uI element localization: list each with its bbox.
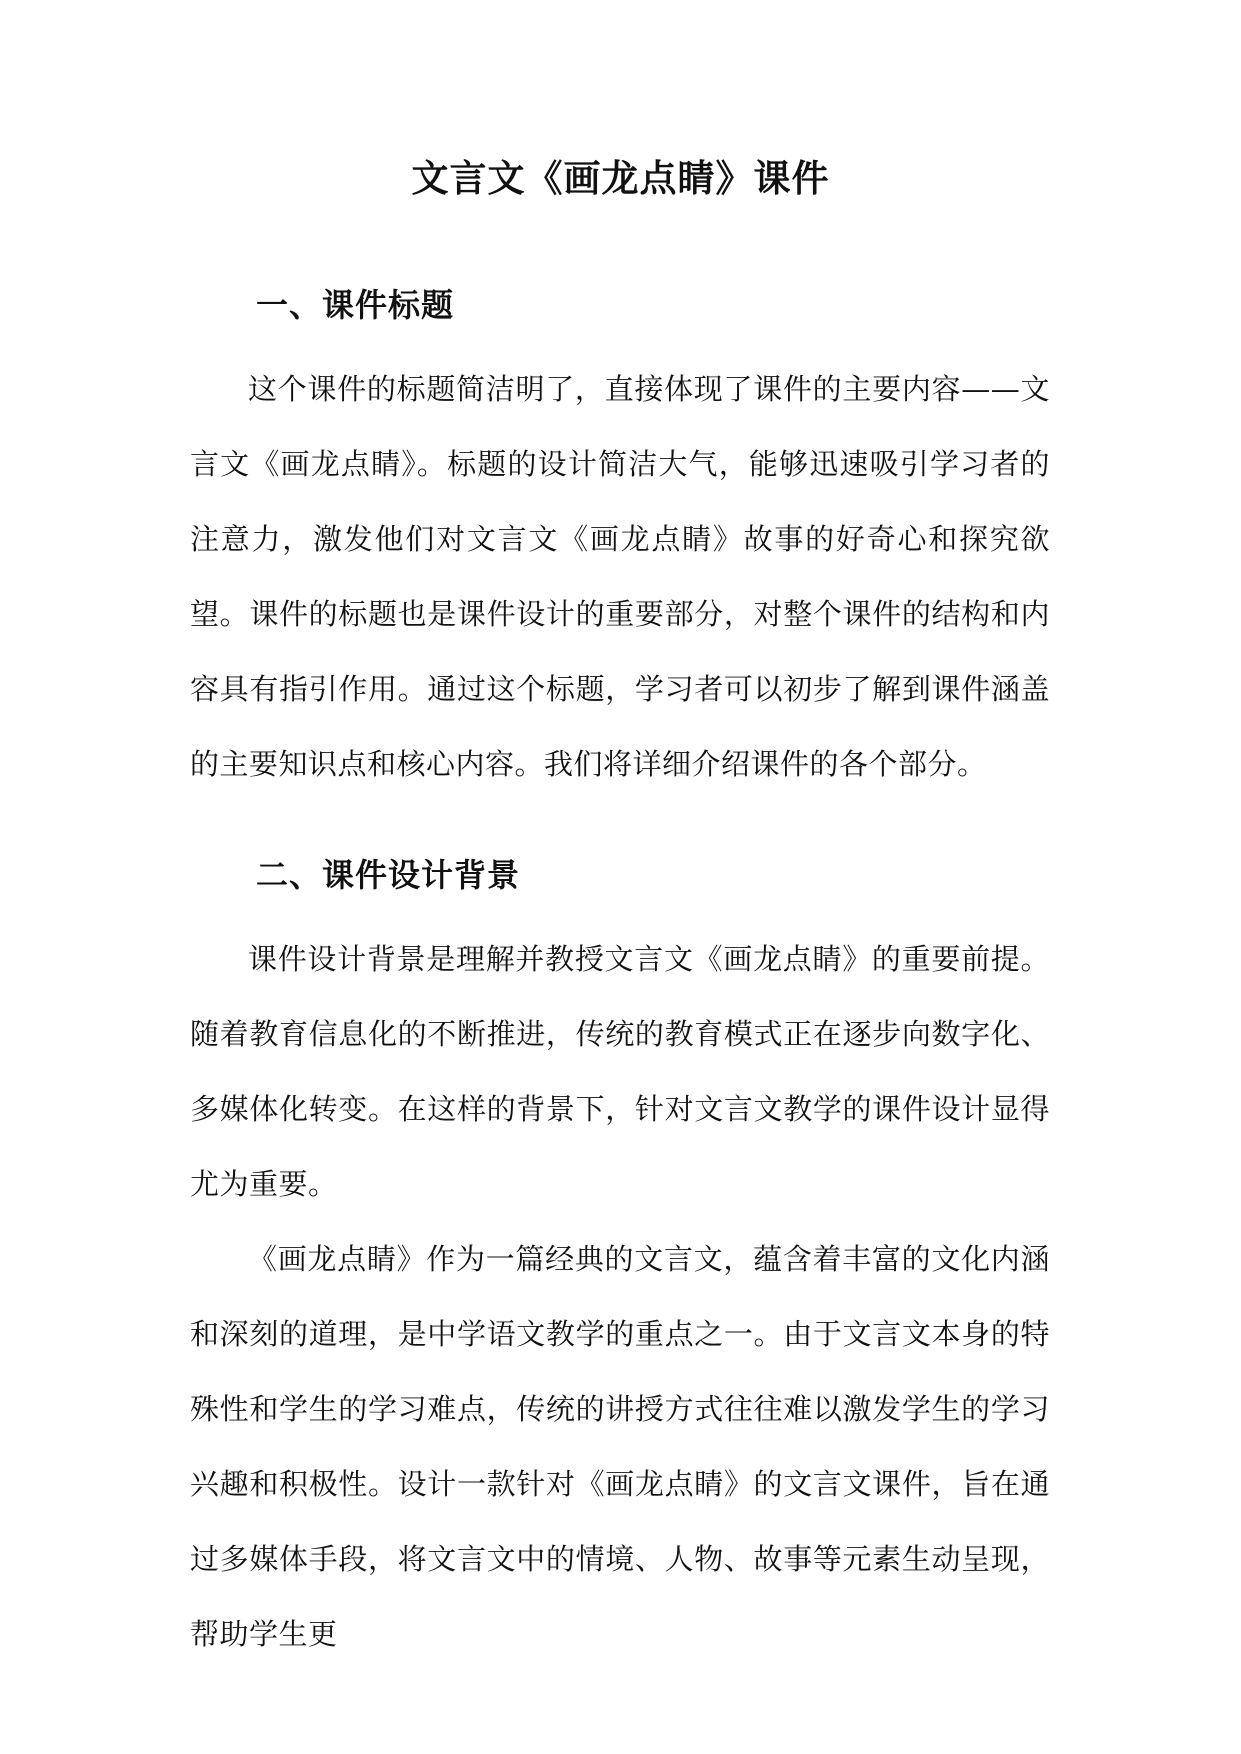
document-title: 文言文《画龙点睛》课件	[411, 156, 830, 200]
section-heading-course-title: 一、课件标题	[256, 286, 455, 324]
paragraph: 课件设计背景是理解并教授文言文《画龙点睛》的重要前提。随着教育信息化的不断推进，传统的教育模式正在逐步向数字化、多媒体化转变。在这样的背景下，针对文言文教学的课件设计显得尤为重要。	[190, 942, 1050, 1201]
paragraph: 这个课件的标题简洁明了，直接体现了课件的主要内容——文言文《画龙点睛》。标题的设计简洁大气，能够迅速吸引学习者的注意力，激发他们对文言文《画龙点睛》故事的好奇心和探究欲望。课件的标题也是课件设计的重要部分，对整个课件的结构和内容具有指引作用。通过这个标题，学习者可以初步了解到课件涵盖的主要知识点和核心内容。我们将详细介绍课件的各个部分。	[190, 372, 1050, 781]
paragraph: 《画龙点睛》作为一篇经典的文言文，蕴含着丰富的文化内涵和深刻的道理，是中学语文教学的重点之一。由于文言文本身的特殊性和学生的学习难点，传统的讲授方式往往难以激发学生的学习兴趣和积极性。设计一款针对《画龙点睛》的文言文课件，旨在通过多媒体手段，将文言文中的情境、人物、故事等元素生动呈现，帮助学生更	[190, 1242, 1050, 1651]
section-heading-design-background: 二、课件设计背景	[256, 856, 521, 894]
